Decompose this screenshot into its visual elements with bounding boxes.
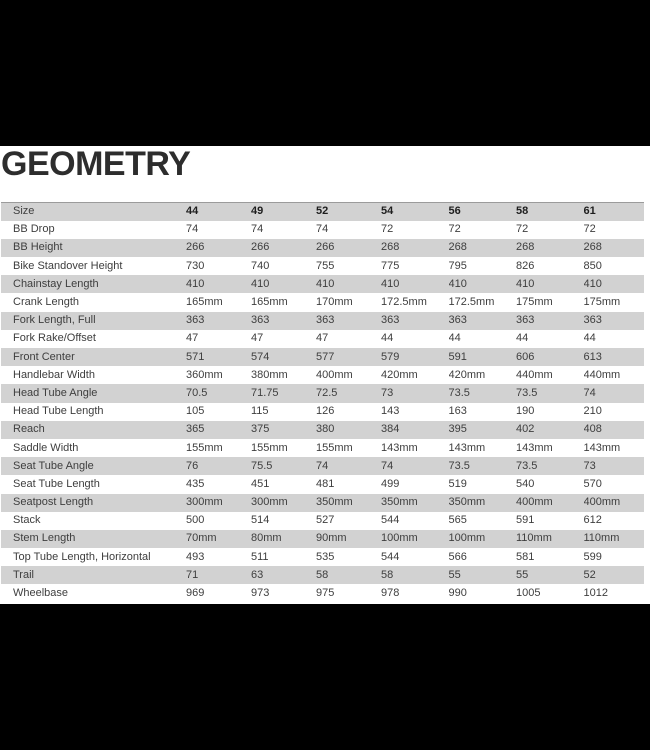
- value-cell: 155mm: [316, 441, 353, 454]
- value-cell: 72.5: [316, 386, 338, 399]
- value-cell: 591: [448, 350, 467, 363]
- table-row: [1, 293, 644, 311]
- row-label: Front Center: [13, 350, 75, 363]
- row-label: Top Tube Length, Horizontal: [13, 550, 151, 563]
- value-cell: 440mm: [516, 368, 553, 381]
- value-cell: 44: [583, 332, 596, 345]
- value-cell: 72: [381, 223, 394, 236]
- table-row: [1, 312, 644, 330]
- column-header-cell: 44: [186, 205, 199, 218]
- value-cell: 730: [186, 259, 205, 272]
- value-cell: 363: [516, 314, 535, 327]
- column-header-cell: 56: [448, 205, 461, 218]
- value-cell: 577: [316, 350, 335, 363]
- value-cell: 74: [583, 386, 596, 399]
- value-cell: 544: [381, 550, 400, 563]
- value-cell: 268: [381, 241, 400, 254]
- value-cell: 500: [186, 514, 205, 527]
- value-cell: 400mm: [516, 496, 553, 509]
- value-cell: 72: [448, 223, 461, 236]
- column-header-cell: 54: [381, 205, 394, 218]
- value-cell: 143mm: [381, 441, 418, 454]
- value-cell: 70mm: [186, 532, 217, 545]
- row-label: Head Tube Angle: [13, 386, 98, 399]
- value-cell: 80mm: [251, 532, 282, 545]
- value-cell: 420mm: [448, 368, 486, 381]
- value-cell: 350mm: [381, 496, 418, 509]
- value-cell: 380mm: [251, 368, 288, 381]
- value-cell: 172.5mm: [448, 296, 495, 309]
- value-cell: 375: [251, 423, 270, 436]
- value-cell: 775: [381, 259, 400, 272]
- value-cell: 402: [516, 423, 535, 436]
- value-cell: 47: [316, 332, 329, 345]
- value-cell: 363: [448, 314, 467, 327]
- value-cell: 795: [448, 259, 467, 272]
- value-cell: 143mm: [516, 441, 553, 454]
- value-cell: 70.5: [186, 386, 208, 399]
- table-row: [1, 512, 644, 530]
- value-cell: 74: [251, 223, 264, 236]
- table-row: [1, 366, 644, 384]
- value-cell: 268: [516, 241, 535, 254]
- row-label: Fork Length, Full: [13, 314, 96, 327]
- value-cell: 47: [186, 332, 199, 345]
- geometry-panel: [0, 146, 650, 604]
- value-cell: 440mm: [583, 368, 621, 381]
- value-cell: 90mm: [316, 532, 347, 545]
- value-cell: 363: [583, 314, 602, 327]
- value-cell: 990: [448, 587, 467, 600]
- value-cell: 71.75: [251, 386, 279, 399]
- value-cell: 55: [448, 568, 461, 581]
- value-cell: 210: [583, 405, 602, 418]
- value-cell: 400mm: [583, 496, 621, 509]
- value-cell: 410: [316, 277, 335, 290]
- value-cell: 163: [448, 405, 467, 418]
- value-cell: 63: [251, 568, 264, 581]
- geometry-table-body: [1, 203, 644, 603]
- value-cell: 481: [316, 477, 335, 490]
- value-cell: 73.5: [448, 386, 470, 399]
- value-cell: 969: [186, 587, 205, 600]
- value-cell: 360mm: [186, 368, 223, 381]
- value-cell: 408: [583, 423, 602, 436]
- table-row: [1, 439, 644, 457]
- value-cell: 143: [381, 405, 400, 418]
- value-cell: 266: [251, 241, 270, 254]
- value-cell: 544: [381, 514, 400, 527]
- value-cell: 535: [316, 550, 335, 563]
- value-cell: 155mm: [186, 441, 223, 454]
- value-cell: 363: [316, 314, 335, 327]
- column-header-cell: 52: [316, 205, 329, 218]
- row-label: Seat Tube Length: [13, 477, 100, 490]
- value-cell: 565: [448, 514, 467, 527]
- value-cell: 420mm: [381, 368, 418, 381]
- row-label: Bike Standover Height: [13, 259, 123, 272]
- value-cell: 514: [251, 514, 270, 527]
- value-cell: 73.5: [516, 459, 538, 472]
- value-cell: 55: [516, 568, 529, 581]
- value-cell: 266: [186, 241, 205, 254]
- table-row: [1, 475, 644, 493]
- row-label: BB Height: [13, 241, 63, 254]
- page-title: GEOMETRY: [1, 145, 191, 183]
- value-cell: 74: [316, 223, 329, 236]
- value-cell: 606: [516, 350, 535, 363]
- geometry-table: [1, 202, 644, 603]
- value-cell: 100mm: [448, 532, 486, 545]
- table-row: [1, 275, 644, 293]
- value-cell: 435: [186, 477, 205, 490]
- table-row: [1, 384, 644, 402]
- value-cell: 511: [251, 550, 269, 563]
- value-cell: 44: [448, 332, 461, 345]
- value-cell: 268: [448, 241, 467, 254]
- row-label: Chainstay Length: [13, 277, 99, 290]
- size-header-label: Size: [13, 205, 35, 218]
- value-cell: 52: [583, 568, 596, 581]
- table-row: [1, 221, 644, 239]
- value-cell: 579: [381, 350, 400, 363]
- value-cell: 499: [381, 477, 400, 490]
- value-cell: 395: [448, 423, 467, 436]
- value-cell: 165mm: [186, 296, 223, 309]
- column-header-cell: 49: [251, 205, 264, 218]
- value-cell: 44: [381, 332, 394, 345]
- table-row: [1, 530, 644, 548]
- value-cell: 100mm: [381, 532, 418, 545]
- value-cell: 973: [251, 587, 270, 600]
- table-row: [1, 257, 644, 275]
- value-cell: 74: [316, 459, 329, 472]
- table-row: [1, 239, 644, 257]
- value-cell: 300mm: [186, 496, 223, 509]
- value-cell: 740: [251, 259, 270, 272]
- value-cell: 72: [516, 223, 529, 236]
- value-cell: 165mm: [251, 296, 288, 309]
- value-cell: 175mm: [583, 296, 621, 309]
- value-cell: 350mm: [316, 496, 353, 509]
- value-cell: 540: [516, 477, 535, 490]
- value-cell: 574: [251, 350, 270, 363]
- value-cell: 755: [316, 259, 335, 272]
- row-label: Stem Length: [13, 532, 76, 545]
- value-cell: 566: [448, 550, 467, 563]
- value-cell: 410: [516, 277, 535, 290]
- value-cell: 400mm: [316, 368, 353, 381]
- row-label: Head Tube Length: [13, 405, 104, 418]
- value-cell: 76: [186, 459, 199, 472]
- value-cell: 380: [316, 423, 335, 436]
- value-cell: 826: [516, 259, 535, 272]
- value-cell: 527: [316, 514, 335, 527]
- table-row: [1, 494, 644, 512]
- value-cell: 570: [583, 477, 602, 490]
- value-cell: 74: [186, 223, 199, 236]
- value-cell: 115: [251, 405, 269, 418]
- value-cell: 581: [516, 550, 535, 563]
- value-cell: 519: [448, 477, 467, 490]
- value-cell: 105: [186, 405, 205, 418]
- value-cell: 73.5: [448, 459, 470, 472]
- value-cell: 300mm: [251, 496, 288, 509]
- value-cell: 363: [186, 314, 205, 327]
- value-cell: 74: [381, 459, 394, 472]
- column-header-cell: 61: [583, 205, 596, 218]
- value-cell: 850: [583, 259, 602, 272]
- value-cell: 410: [251, 277, 270, 290]
- row-label: Wheelbase: [13, 587, 69, 600]
- column-header-cell: 58: [516, 205, 529, 218]
- value-cell: 110mm: [583, 532, 620, 545]
- value-cell: 170mm: [316, 296, 353, 309]
- value-cell: 143mm: [583, 441, 621, 454]
- value-cell: 266: [316, 241, 335, 254]
- value-cell: 978: [381, 587, 400, 600]
- table-row: [1, 403, 644, 421]
- value-cell: 451: [251, 477, 270, 490]
- table-row: [1, 548, 644, 566]
- row-label: Fork Rake/Offset: [13, 332, 96, 345]
- row-label: Reach: [13, 423, 45, 436]
- value-cell: 350mm: [448, 496, 486, 509]
- value-cell: 613: [583, 350, 602, 363]
- value-cell: 44: [516, 332, 529, 345]
- value-cell: 410: [186, 277, 205, 290]
- value-cell: 126: [316, 405, 335, 418]
- row-label: Saddle Width: [13, 441, 79, 454]
- value-cell: 363: [381, 314, 400, 327]
- table-row: [1, 584, 644, 602]
- value-cell: 47: [251, 332, 264, 345]
- value-cell: 384: [381, 423, 400, 436]
- value-cell: 143mm: [448, 441, 486, 454]
- value-cell: 58: [381, 568, 394, 581]
- value-cell: 175mm: [516, 296, 553, 309]
- value-cell: 591: [516, 514, 535, 527]
- value-cell: 75.5: [251, 459, 273, 472]
- value-cell: 365: [186, 423, 205, 436]
- value-cell: 58: [316, 568, 329, 581]
- value-cell: 410: [381, 277, 400, 290]
- table-row: [1, 421, 644, 439]
- value-cell: 1012: [583, 587, 608, 600]
- value-cell: 268: [583, 241, 602, 254]
- table-row: [1, 566, 644, 584]
- table-row: [1, 457, 644, 475]
- value-cell: 1005: [516, 587, 541, 600]
- value-cell: 571: [186, 350, 205, 363]
- value-cell: 172.5mm: [381, 296, 427, 309]
- value-cell: 73.5: [516, 386, 538, 399]
- row-label: Seatpost Length: [13, 496, 94, 509]
- table-header-row: [1, 203, 644, 221]
- value-cell: 73: [381, 386, 394, 399]
- row-label: BB Drop: [13, 223, 55, 236]
- table-row: [1, 330, 644, 348]
- row-label: Seat Tube Angle: [13, 459, 94, 472]
- value-cell: 72: [583, 223, 596, 236]
- row-label: Crank Length: [13, 296, 80, 309]
- value-cell: 493: [186, 550, 205, 563]
- value-cell: 410: [448, 277, 467, 290]
- bottom-letterbox: [0, 604, 650, 750]
- row-label: Stack: [13, 514, 41, 527]
- table-row: [1, 348, 644, 366]
- value-cell: 599: [583, 550, 602, 563]
- value-cell: 410: [583, 277, 602, 290]
- value-cell: 612: [583, 514, 602, 527]
- value-cell: 975: [316, 587, 335, 600]
- value-cell: 110mm: [516, 532, 552, 545]
- value-cell: 363: [251, 314, 270, 327]
- row-label: Handlebar Width: [13, 368, 95, 381]
- value-cell: 71: [186, 568, 199, 581]
- value-cell: 155mm: [251, 441, 288, 454]
- value-cell: 190: [516, 405, 535, 418]
- value-cell: 73: [583, 459, 596, 472]
- top-letterbox: [0, 0, 650, 146]
- row-label: Trail: [13, 568, 34, 581]
